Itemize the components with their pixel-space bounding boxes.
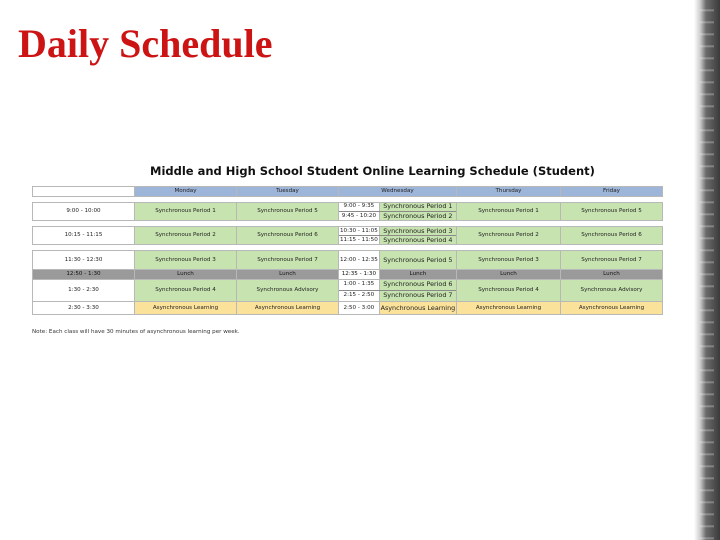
header-time-corner: [33, 187, 135, 197]
friday-cell: Synchronous Period 6: [561, 226, 663, 245]
thursday-cell: Synchronous Period 4: [457, 279, 561, 301]
table-row: [33, 202, 663, 221]
wednesday-slot-time: 2:50 - 3:00: [339, 302, 380, 314]
wednesday-cell: [339, 226, 457, 245]
wednesday-slot-time: 9:45 - 10:20: [339, 212, 380, 220]
wednesday-slot-period: Synchronous Period 3: [380, 227, 456, 235]
header-thursday: Thursday: [457, 187, 561, 197]
thursday-cell: Synchronous Period 1: [457, 202, 561, 221]
header-wednesday: Wednesday: [339, 187, 457, 197]
wednesday-slot-time: 2:15 - 2:50: [339, 291, 380, 301]
table-row: [33, 279, 663, 301]
wednesday-slot-time: 9:00 - 9:35: [339, 203, 380, 211]
table-row: [33, 250, 663, 269]
friday-cell: Asynchronous Learning: [561, 301, 663, 314]
schedule-table: [32, 186, 663, 315]
row-time: 12:50 - 1:30: [33, 269, 135, 279]
wednesday-slot-period: Synchronous Period 7: [380, 291, 456, 301]
wednesday-slot-time: 11:15 - 11:50: [339, 237, 378, 244]
friday-cell: Synchronous Period 5: [561, 202, 663, 221]
wednesday-slot-time: 12:00 - 12:35: [339, 251, 380, 269]
row-time: 10:15 - 11:15: [33, 226, 135, 245]
header-tuesday: Tuesday: [237, 187, 339, 197]
friday-cell: Synchronous Advisory: [561, 279, 663, 301]
thursday-cell: Synchronous Period 2: [457, 226, 561, 245]
table-row: [33, 226, 663, 245]
wednesday-slot-period: Asynchronous Learning: [380, 302, 456, 314]
wednesday-slot-time: 10:30 - 11:05: [339, 227, 378, 234]
wednesday-slot-time: 1:00 - 1:35: [339, 280, 380, 290]
slide-edge-decoration: [694, 0, 720, 540]
row-time: 1:30 - 2:30: [33, 279, 135, 301]
header-monday: Monday: [135, 187, 237, 197]
tuesday-cell: Asynchronous Learning: [237, 301, 339, 314]
slide-title: Daily Schedule: [18, 21, 273, 66]
monday-cell: Asynchronous Learning: [135, 301, 237, 314]
wednesday-slot-period: Synchronous Period 5: [380, 251, 456, 269]
thursday-cell: Synchronous Period 3: [457, 250, 561, 269]
wednesday-slot-period: Synchronous Period 4: [380, 236, 456, 244]
monday-cell: Lunch: [135, 269, 237, 279]
monday-cell: Synchronous Period 2: [135, 226, 237, 245]
header-friday: Friday: [561, 187, 663, 197]
schedule-title: Middle and High School Student Online Learning Schedule (Student): [150, 164, 595, 178]
friday-cell: Synchronous Period 7: [561, 250, 663, 269]
wednesday-slot-period: Synchronous Period 2: [380, 212, 456, 220]
tuesday-cell: Synchronous Period 5: [237, 202, 339, 221]
row-time: 2:30 - 3:30: [33, 301, 135, 314]
tuesday-cell: Synchronous Period 7: [237, 250, 339, 269]
table-row: [33, 301, 663, 314]
thursday-cell: Lunch: [457, 269, 561, 279]
schedule-note: Note: Each class will have 30 minutes of asynchronous learning per week.: [32, 329, 240, 335]
wednesday-slot-period: Synchronous Period 1: [380, 203, 456, 211]
wednesday-cell: [339, 301, 457, 314]
wednesday-slot-period: Synchronous Period 6: [380, 280, 456, 290]
wednesday-cell: [339, 279, 457, 301]
monday-cell: Synchronous Period 4: [135, 279, 237, 301]
friday-cell: Lunch: [561, 269, 663, 279]
row-time: 9:00 - 10:00: [33, 202, 135, 221]
thursday-cell: Asynchronous Learning: [457, 301, 561, 314]
tuesday-cell: Synchronous Period 6: [237, 226, 339, 245]
wednesday-slot-period: Lunch: [380, 270, 456, 279]
row-time: 11:30 - 12:30: [33, 250, 135, 269]
monday-cell: Synchronous Period 3: [135, 250, 237, 269]
tuesday-cell: Lunch: [237, 269, 339, 279]
wednesday-cell: [339, 269, 457, 279]
wednesday-cell: [339, 250, 457, 269]
monday-cell: Synchronous Period 1: [135, 202, 237, 221]
wednesday-slot-time: 12:35 - 1:30: [339, 270, 380, 279]
wednesday-cell: [339, 202, 457, 221]
tuesday-cell: Synchronous Advisory: [237, 279, 339, 301]
lunch-row: [33, 269, 663, 279]
schedule-header-row: [33, 187, 663, 197]
